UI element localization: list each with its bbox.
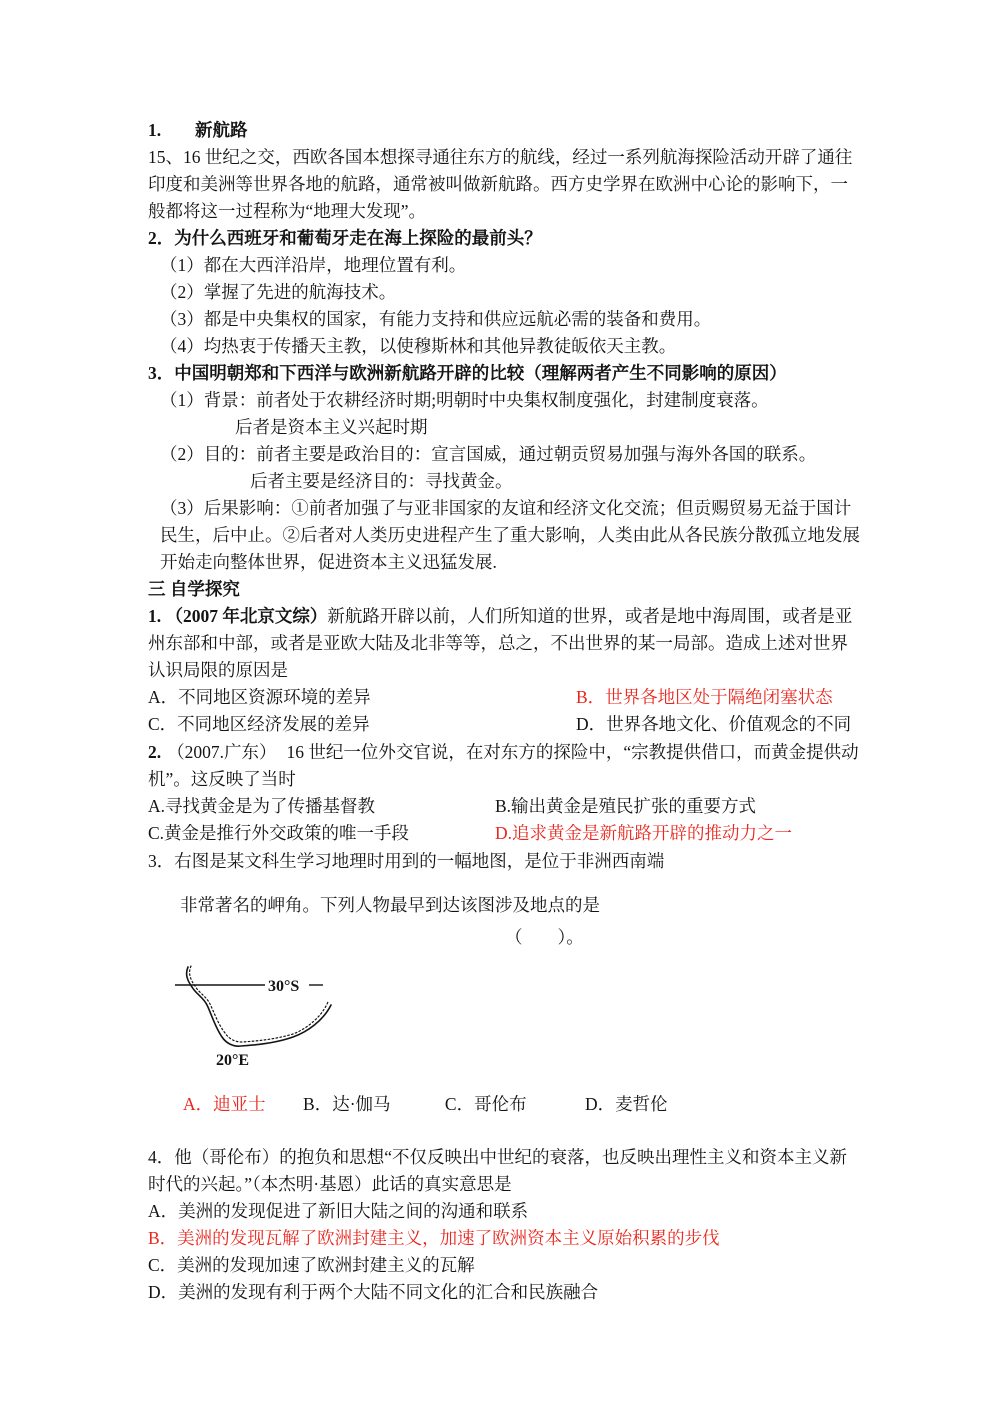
section3-item-1: （1）背景：前者处于农耕经济时期;明朝时中央集权制度强化，封建制度衰落。 bbox=[160, 390, 769, 410]
question1-options-row1 bbox=[148, 684, 860, 711]
question1-option-b: B．世界各地区处于隔绝闭塞状态 bbox=[576, 687, 833, 707]
question2-options-row1 bbox=[148, 793, 860, 820]
question2-option-a: A.寻找黄金是为了传播基督教 bbox=[148, 796, 376, 816]
question3-option-a: A．迪亚士 bbox=[183, 1094, 266, 1114]
section3-item-3: （3）后果影响：①前者加强了与亚非国家的友谊和经济文化交流；但贡赐贸易无益于国计民生，后中止。②后者对人类历史进程产生了重大影响，人类由此从各民族分散孤立地发展开始走向整体世界，促进资本主义迅猛发展. bbox=[160, 498, 860, 572]
section1-number: 1. bbox=[148, 120, 162, 140]
section1-body: 15、16 世纪之交，西欧各国本想探寻通往东方的航线，经过一系列航海探险活动开辟了通往印度和美洲等世界各地的航路，通常被叫做新航路。西方史学界在欧洲中心论的影响下，一般都将这一过程称为“地理大发现”。 bbox=[148, 147, 853, 221]
section2-title: 2．为什么西班牙和葡萄牙走在海上探险的最前头？ bbox=[148, 228, 542, 248]
question1-option-c: C．不同地区经济发展的差异 bbox=[148, 714, 370, 734]
section3-item-1-sub: 后者是资本主义兴起时期 bbox=[235, 417, 428, 437]
section2-item-2: （2）掌握了先进的航海技术。 bbox=[160, 282, 397, 302]
coastline-path bbox=[187, 967, 331, 1046]
question1-option-d: D．世界各地文化、价值观念的不同 bbox=[576, 714, 852, 734]
question4-stem: 4．他（哥伦布）的抱负和思想“不仅反映出中世纪的衰落，也反映出理性主义和资本主义新时代的兴起。”（本杰明·基恩）此话的真实意思是 bbox=[148, 1147, 848, 1194]
question4-option-c: C．美洲的发现加速了欧洲封建主义的瓦解 bbox=[148, 1255, 475, 1275]
question1-tag: 1. （2007 年北京文综） bbox=[148, 606, 328, 626]
question2-option-c: C.黄金是推行外交政策的唯一手段 bbox=[148, 823, 410, 843]
question2-tag: （2007.广东） bbox=[167, 742, 277, 762]
longitude-label: 20°E bbox=[216, 1052, 250, 1069]
question3-option-b: B．达·伽马 bbox=[303, 1094, 391, 1114]
question2-number: 2. bbox=[148, 742, 162, 762]
question2-option-b: B.输出黄金是殖民扩张的重要方式 bbox=[495, 796, 757, 816]
section3-item-2-sub: 后者主要是经济目的：寻找黄金。 bbox=[250, 471, 513, 491]
question2-stem bbox=[148, 739, 860, 793]
cape-map-figure bbox=[172, 961, 344, 1073]
question2-options-row2 bbox=[148, 820, 860, 847]
section3-item-2: （2）目的：前者主要是政治目的：宣言国威，通过朝贡贸易加强与海外各国的联系。 bbox=[160, 444, 817, 464]
question2-option-d: D.追求黄金是新航路开辟的推动力之一 bbox=[495, 823, 793, 843]
question3-line2: 非常著名的岬角。下列人物最早到达该图涉及地点的是 bbox=[180, 895, 600, 915]
question3-options bbox=[148, 1091, 860, 1118]
question1-stem bbox=[148, 603, 860, 684]
section1-title: 新航路 bbox=[195, 120, 248, 140]
question3-line1: 3．右图是某文科生学习地理时用到的一幅地图，是位于非洲西南端 bbox=[148, 851, 665, 871]
question1-options-row2 bbox=[148, 711, 860, 738]
section2-item-4: （4）均热衷于传播天主教，以使穆斯林和其他异教徒皈依天主教。 bbox=[160, 336, 677, 356]
question1-text: 新航路开辟以前，人们所知道的世界，或者是地中海周围，或者是亚州东部和中部，或者是亚欧大陆及北非等等，总之，不出世界的某一局部。造成上述对世界认识局限的原因是 bbox=[148, 606, 853, 680]
question3-option-d: D．麦哲伦 bbox=[584, 1094, 668, 1114]
question4-option-d: D．美洲的发现有利于两个大陆不同文化的汇合和民族融合 bbox=[148, 1282, 599, 1302]
question3-option-c: C．哥伦布 bbox=[444, 1094, 527, 1114]
section2-item-1: （1）都在大西洋沿岸，地理位置有利。 bbox=[160, 255, 467, 275]
explore-heading: 三 自学探究 bbox=[148, 579, 240, 599]
section1-heading bbox=[148, 117, 860, 144]
question4 bbox=[148, 1144, 860, 1306]
section2-item-3: （3）都是中央集权的国家，有能力支持和供应远航必需的装备和费用。 bbox=[160, 309, 712, 329]
question3-answer-blank: （ ）。 bbox=[505, 927, 584, 947]
question4-option-b: B．美洲的发现瓦解了欧洲封建主义，加速了欧洲资本主义原始积累的步伐 bbox=[148, 1228, 720, 1248]
latitude-label: 30°S bbox=[268, 978, 300, 995]
question1-option-a: A．不同地区资源环境的差异 bbox=[148, 687, 371, 707]
section3-title: 3．中国明朝郑和下西洋与欧洲新航路开辟的比较（理解两者产生不同影响的原因） bbox=[148, 363, 787, 383]
question2-text: 16 世纪一位外交官说，在对东方的探险中，“宗教提供借口，而黄金提供动机”。这反映了当时 bbox=[148, 742, 859, 789]
question4-option-a: A．美洲的发现促进了新旧大陆之间的沟通和联系 bbox=[148, 1201, 529, 1221]
